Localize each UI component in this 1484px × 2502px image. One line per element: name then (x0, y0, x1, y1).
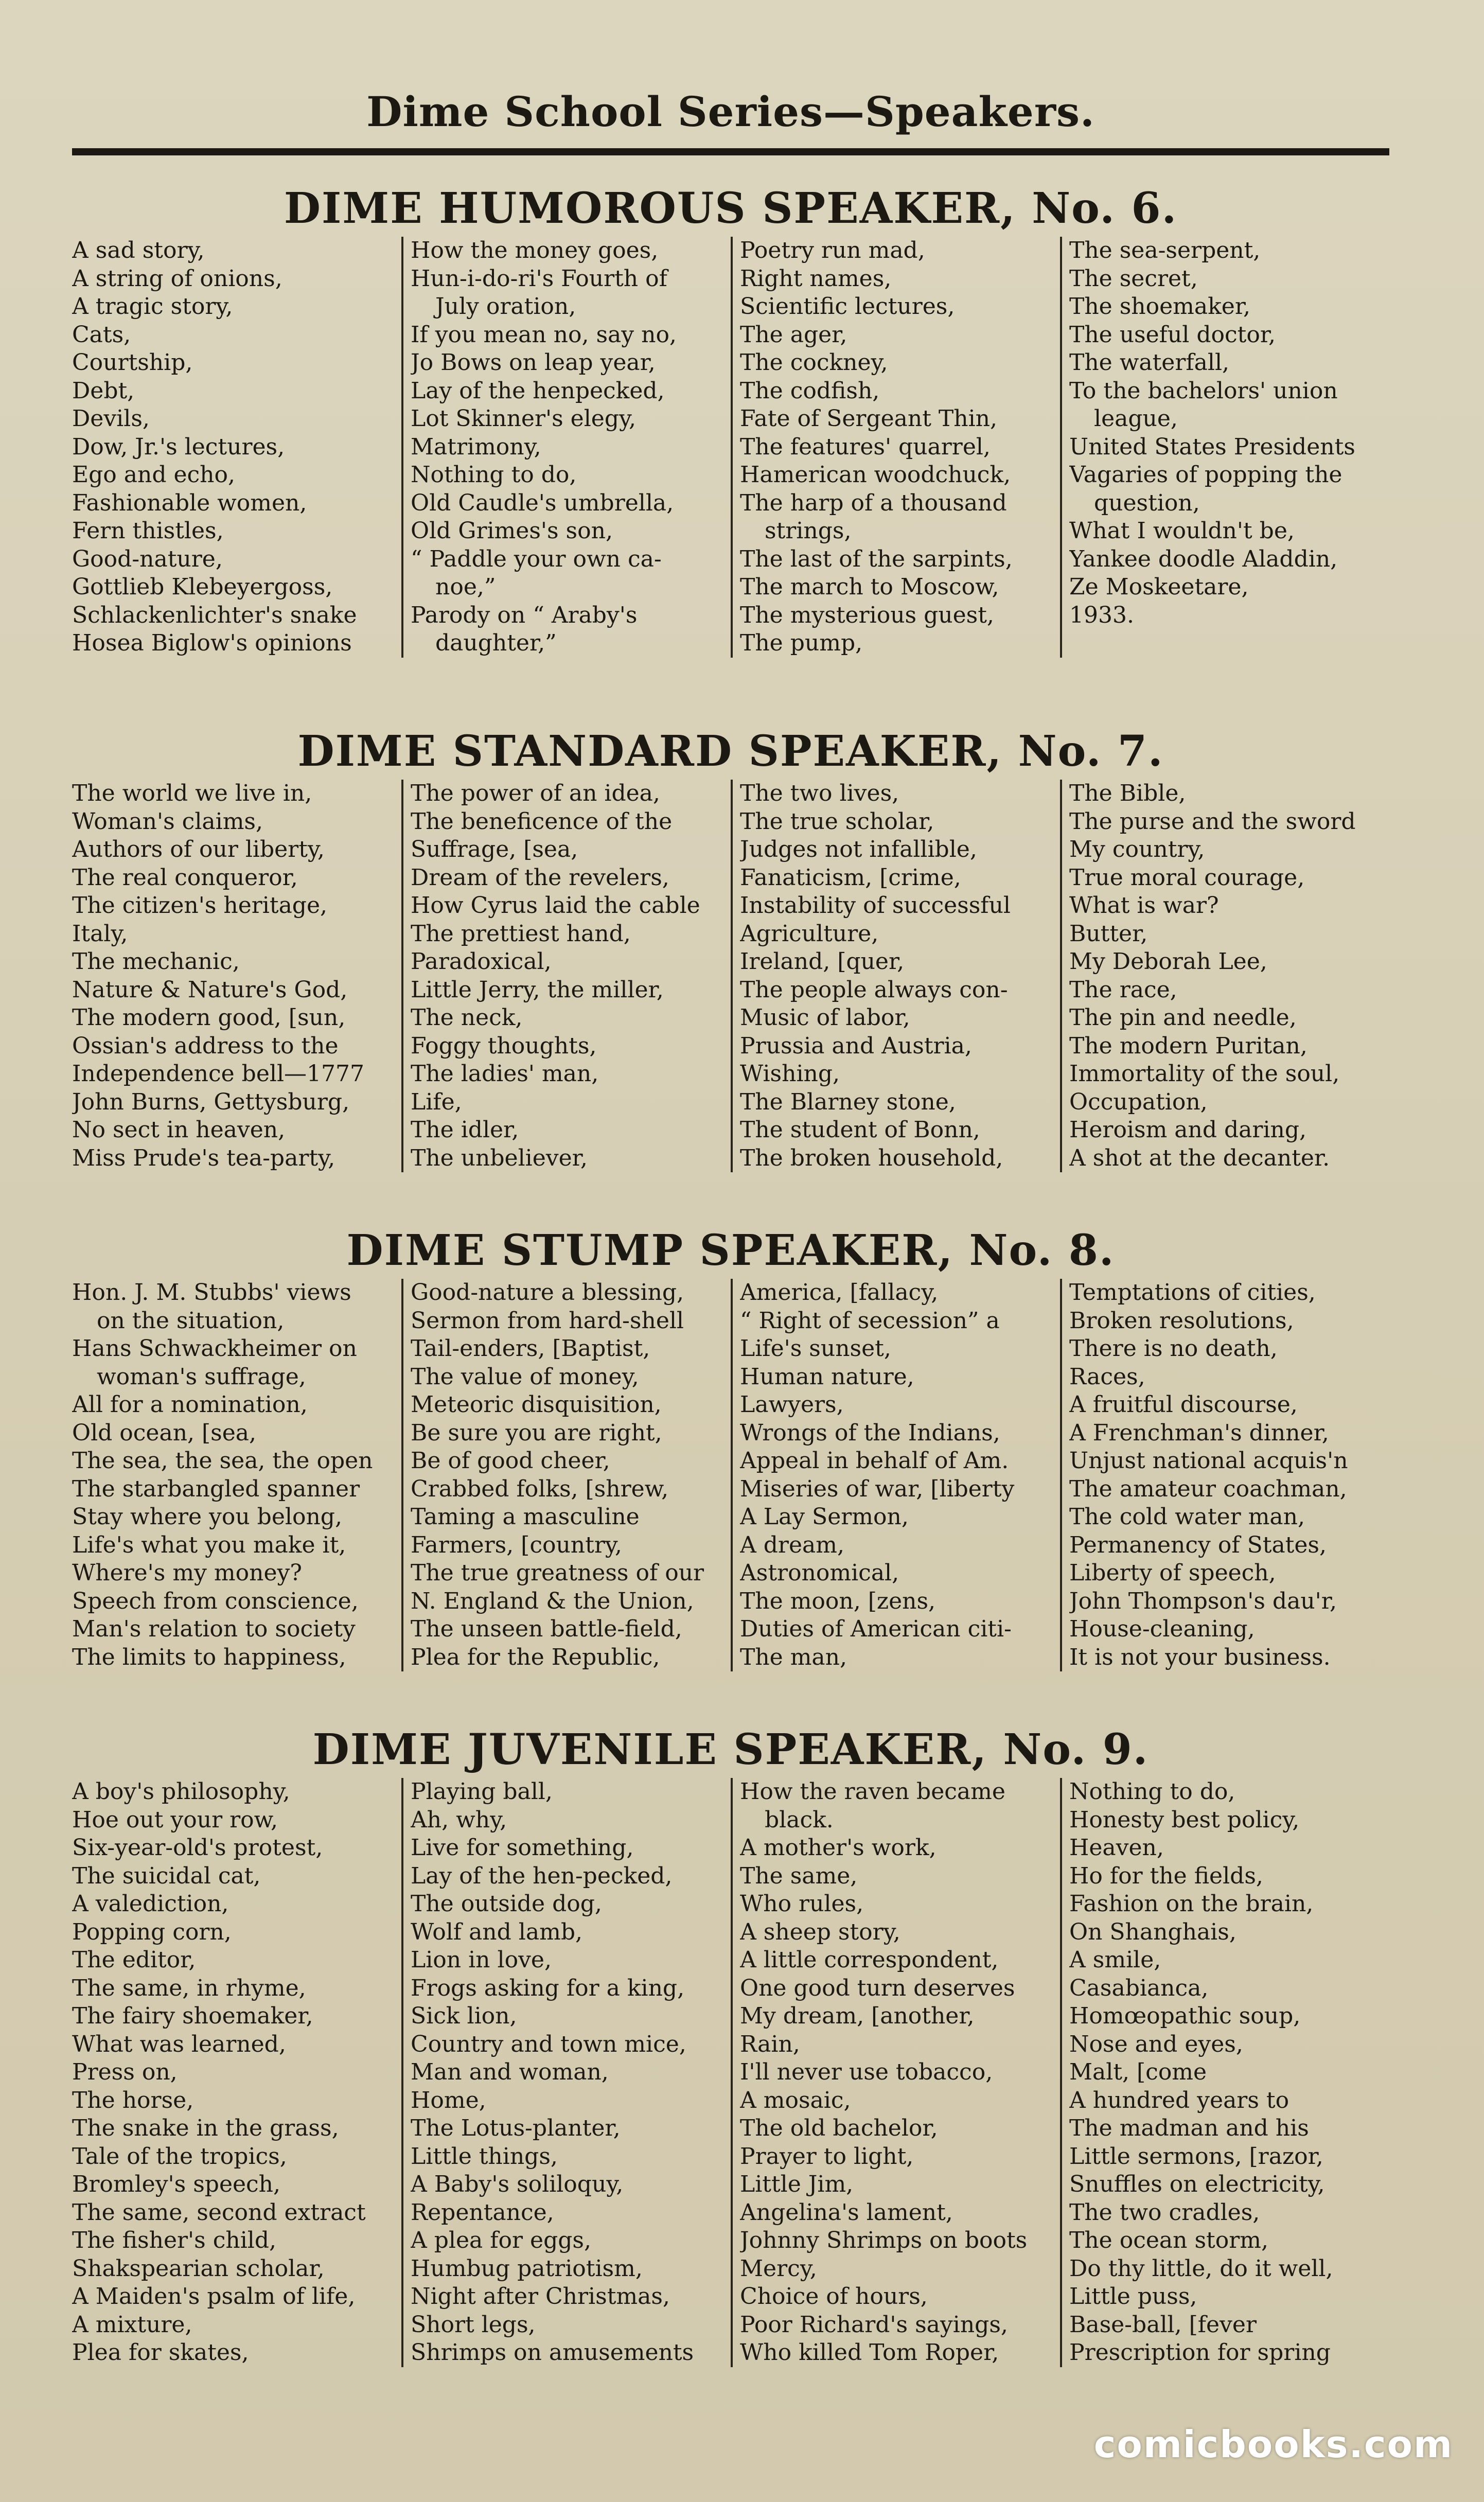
list-item: Matrimony, (411, 433, 541, 460)
list-item: The unseen battle-field, (411, 1616, 682, 1642)
list-item: A dream, (740, 1531, 844, 1558)
list-item: Man and woman, (411, 2059, 609, 2085)
list-item: Nose and eyes, (1069, 2031, 1243, 2057)
list-item: Duties of American citi- (740, 1616, 1012, 1642)
list-item: The useful doctor, (1069, 321, 1276, 348)
list-item: The sea, the sea, the open (72, 1448, 373, 1474)
list-item: Liberty of speech, (1069, 1560, 1276, 1586)
list-item: Devils, (72, 406, 150, 432)
list-item: daughter,” (435, 630, 557, 656)
list-item: A Baby's soliloquy, (411, 2171, 624, 2197)
list-item: The ager, (740, 321, 847, 348)
list-item: Lay of the hen-pecked, (411, 1862, 673, 1889)
list-item: One good turn deserves (740, 1975, 1015, 2001)
column-2 (401, 1279, 731, 1671)
list-item: Be sure you are right, (411, 1419, 662, 1446)
list-item: Farmers, [country, (411, 1531, 622, 1558)
list-item: Hun-i-do-ri's Fourth of (411, 265, 667, 292)
list-item: Prescription for spring (1069, 2339, 1331, 2366)
section-title: DIME HUMOROUS SPEAKER, No. 6. (284, 184, 1178, 233)
list-item: Authors of our liberty, (72, 836, 325, 862)
list-item: Agriculture, (740, 920, 879, 947)
list-item: Be of good cheer, (411, 1448, 610, 1474)
list-item: Hon. J. M. Stubbs' views (72, 1279, 351, 1306)
list-item: Nothing to do, (1069, 1778, 1235, 1805)
list-item: Choice of hours, (740, 2283, 928, 2310)
column-1 (72, 1279, 401, 1671)
list-item: Prussia and Austria, (740, 1032, 972, 1059)
list-item: July oration, (435, 293, 576, 320)
list-item: The Bible, (1069, 780, 1186, 806)
list-item: There is no death, (1069, 1335, 1278, 1362)
list-item: The pump, (740, 630, 863, 656)
list-item: The true greatness of our (411, 1560, 704, 1586)
list-item: John Thompson's dau'r, (1069, 1588, 1337, 1614)
list-item: Country and town mice, (411, 2031, 686, 2057)
list-item: Ego and echo, (72, 462, 235, 488)
list-item: Hamerican woodchuck, (740, 462, 1011, 488)
list-item: Ho for the fields, (1069, 1862, 1263, 1889)
section-standard-speaker (72, 723, 1389, 1172)
list-item: Crabbed folks, [shrew, (411, 1475, 669, 1502)
list-item: A Maiden's psalm of life, (72, 2283, 356, 2310)
list-item: Nothing to do, (411, 462, 577, 488)
list-item: The starbangled spanner (72, 1475, 360, 1502)
list-item: Six-year-old's protest, (72, 1835, 323, 1861)
list-item: Man's relation to society (72, 1616, 356, 1642)
list-item: A Lay Sermon, (740, 1504, 909, 1530)
list-item: Instability of successful (740, 892, 1011, 919)
column-3 (731, 1279, 1060, 1671)
column-3 (731, 780, 1060, 1172)
list-item: Old ocean, [sea, (72, 1419, 257, 1446)
list-item: No sect in heaven, (72, 1117, 286, 1143)
list-item: “ Paddle your own ca- (411, 545, 662, 572)
list-item: Little Jim, (740, 2171, 854, 2197)
list-item: Broken resolutions, (1069, 1307, 1294, 1334)
list-item: The shoemaker, (1069, 293, 1250, 320)
column-2 (401, 1778, 731, 2367)
list-item: The race, (1069, 976, 1177, 1003)
list-item: Lot Skinner's elegy, (411, 406, 636, 432)
list-item: Scientific lectures, (740, 293, 955, 320)
list-item: Lion in love, (411, 1947, 552, 1973)
list-item: Poor Richard's sayings, (740, 2311, 1008, 2338)
section-title: DIME STANDARD SPEAKER, No. 7. (297, 727, 1164, 776)
list-item: The editor, (72, 1947, 196, 1973)
list-item: Courtship, (72, 349, 193, 376)
list-item: The mechanic, (72, 948, 240, 975)
list-item: All for a nomination, (72, 1391, 308, 1418)
list-item: Dream of the revelers, (411, 864, 669, 891)
page-header-title: Dime School Series—Speakers. (366, 87, 1095, 136)
list-item: Ze Moskeetare, (1069, 574, 1249, 600)
column-3 (731, 237, 1060, 658)
list-item: Plea for the Republic, (411, 1644, 660, 1670)
list-item: On Shanghais, (1069, 1918, 1236, 1945)
list-item: What I wouldn't be, (1069, 518, 1295, 544)
list-item: Heaven, (1069, 1835, 1164, 1861)
column-2 (401, 237, 731, 658)
list-item: Unjust national acquis'n (1069, 1448, 1348, 1474)
list-item: The codfish, (740, 377, 880, 404)
list-item: Ah, why, (411, 1806, 507, 1833)
list-item: Speech from conscience, (72, 1588, 359, 1614)
list-item: Little Jerry, the miller, (411, 976, 664, 1003)
list-item: Hoe out your row, (72, 1806, 278, 1833)
list-item: The horse, (72, 2087, 194, 2113)
list-item: A boy's philosophy, (72, 1778, 290, 1805)
list-item: The waterfall, (1069, 349, 1230, 376)
list-item: Where's my money? (72, 1560, 302, 1586)
list-item: Dow, Jr.'s lectures, (72, 433, 285, 460)
list-item: Press on, (72, 2059, 178, 2085)
list-item: The features' quarrel, (740, 433, 991, 460)
list-item: Fashion on the brain, (1069, 1891, 1314, 1917)
list-item: Homœopathic soup, (1069, 2003, 1301, 2029)
list-item: Prayer to light, (740, 2143, 914, 2170)
list-item: Debt, (72, 377, 135, 404)
list-item: The secret, (1069, 265, 1198, 292)
list-item: The prettiest hand, (411, 920, 631, 947)
list-item: How the raven became (740, 1778, 1005, 1805)
list-item: Gottlieb Klebeyergoss, (72, 574, 333, 600)
list-item: Wrongs of the Indians, (740, 1419, 1000, 1446)
list-item: A mixture, (72, 2311, 192, 2338)
list-item: Ossian's address to the (72, 1032, 339, 1059)
list-item: Who rules, (740, 1891, 864, 1917)
list-item: Right names, (740, 265, 892, 292)
list-item: Poetry run mad, (740, 237, 925, 263)
list-item: “ Right of secession” a (740, 1307, 1000, 1334)
list-item: Home, (411, 2087, 486, 2113)
column-1 (72, 1778, 401, 2367)
section-title: DIME STUMP SPEAKER, No. 8. (346, 1226, 1115, 1275)
list-item: The cockney, (740, 349, 888, 376)
list-item: Cats, (72, 321, 131, 348)
list-item: What was learned, (72, 2031, 286, 2057)
list-item: Judges not infallible, (740, 836, 977, 862)
list-item: Music of labor, (740, 1005, 910, 1031)
list-item: Rain, (740, 2031, 800, 2057)
list-item: Wishing, (740, 1061, 840, 1087)
list-item: I'll never use tobacco, (740, 2059, 993, 2085)
section-columns (72, 1778, 1389, 2367)
list-item: Life, (411, 1088, 462, 1115)
list-item: Hosea Biglow's opinions (72, 630, 352, 656)
list-item: Jo Bows on leap year, (411, 349, 656, 376)
list-item: Immortality of the soul, (1069, 1061, 1340, 1087)
list-item: black. (765, 1806, 834, 1833)
list-item: The idler, (411, 1117, 519, 1143)
list-item: Frogs asking for a king, (411, 1975, 685, 2001)
list-item: The modern good, [sun, (72, 1005, 346, 1031)
list-item: My dream, [another, (740, 2003, 975, 2029)
list-item: The modern Puritan, (1069, 1032, 1308, 1059)
list-item: woman's suffrage, (97, 1363, 306, 1390)
list-item: Good-nature a blessing, (411, 1279, 684, 1306)
list-item: It is not your business. (1069, 1644, 1331, 1670)
list-item: Johnny Shrimps on boots (740, 2227, 1028, 2253)
list-item: The value of money, (411, 1363, 639, 1390)
list-item: Fashionable women, (72, 489, 307, 516)
list-item: Base-ball, [fever (1069, 2311, 1257, 2338)
list-item: The fisher's child, (72, 2227, 276, 2253)
list-item: Appeal in behalf of Am. (740, 1448, 1009, 1474)
list-item: Wolf and lamb, (411, 1918, 582, 1945)
list-item: Nature & Nature's God, (72, 976, 348, 1003)
list-item: The pin and needle, (1069, 1005, 1297, 1031)
list-item: Butter, (1069, 920, 1148, 947)
column-4 (1060, 1279, 1389, 1671)
list-item: The same, (740, 1862, 858, 1889)
list-item: Tale of the tropics, (72, 2143, 287, 2170)
section-columns (72, 1279, 1389, 1671)
list-item: Life's what you make it, (72, 1531, 346, 1558)
list-item: Lawyers, (740, 1391, 844, 1418)
list-item: America, [fallacy, (740, 1279, 939, 1306)
list-item: The people always con- (740, 976, 1008, 1003)
list-item: To the bachelors' union (1069, 377, 1338, 404)
list-item: on the situation, (97, 1307, 285, 1334)
list-item: Fern thistles, (72, 518, 224, 544)
list-item: A mosaic, (740, 2087, 851, 2113)
list-item: The two lives, (740, 780, 899, 806)
list-item: Occupation, (1069, 1088, 1208, 1115)
list-item: Vagaries of popping the (1069, 462, 1342, 488)
list-item: The broken household, (740, 1144, 1003, 1171)
list-item: A plea for eggs, (411, 2227, 591, 2253)
list-item: My Deborah Lee, (1069, 948, 1267, 975)
list-item: question, (1094, 489, 1200, 516)
list-item: league, (1094, 406, 1178, 432)
list-item: Live for something, (411, 1835, 634, 1861)
list-item: strings, (765, 518, 852, 544)
list-item: Meteoric disquisition, (411, 1391, 662, 1418)
list-item: Temptations of cities, (1069, 1279, 1316, 1306)
list-item: Playing ball, (411, 1778, 553, 1805)
list-item: The harp of a thousand (740, 489, 1007, 516)
watermark: comicbooks.com (1093, 2423, 1453, 2466)
list-item: A valediction, (72, 1891, 229, 1917)
list-item: Taming a masculine (411, 1504, 640, 1530)
list-item: The citizen's heritage, (72, 892, 327, 919)
list-item: Bromley's speech, (72, 2171, 281, 2197)
list-item: Hans Schwackheimer on (72, 1335, 357, 1362)
list-item: Woman's claims, (72, 808, 263, 835)
list-item: Suffrage, [sea, (411, 836, 578, 862)
list-item: Miss Prude's tea-party, (72, 1144, 335, 1171)
column-1 (72, 237, 401, 658)
list-item: The sea-serpent, (1069, 237, 1261, 263)
list-item: Astronomical, (740, 1560, 899, 1586)
list-item: John Burns, Gettysburg, (72, 1088, 350, 1115)
list-item: The same, second extract (72, 2199, 366, 2226)
list-item: My country, (1069, 836, 1205, 862)
list-item: Good-nature, (72, 545, 223, 572)
list-item: Plea for skates, (72, 2339, 249, 2366)
list-item: Yankee doodle Aladdin, (1069, 545, 1338, 572)
list-item: A fruitful discourse, (1069, 1391, 1298, 1418)
list-item: Angelina's lament, (740, 2199, 953, 2226)
list-item: Humbug patriotism, (411, 2255, 643, 2282)
list-item: Paradoxical, (411, 948, 552, 975)
list-item: Ireland, [quer, (740, 948, 905, 975)
column-4 (1060, 1778, 1389, 2367)
list-item: Stay where you belong, (72, 1504, 342, 1530)
list-item: Malt, [come (1069, 2059, 1207, 2085)
list-item: The Lotus-planter, (411, 2115, 621, 2141)
list-item: The real conqueror, (72, 864, 298, 891)
list-item: A sheep story, (740, 1918, 900, 1945)
list-item: The mysterious guest, (740, 602, 994, 628)
list-item: Night after Christmas, (411, 2283, 670, 2310)
list-item: Old Grimes's son, (411, 518, 613, 544)
list-item: A hundred years to (1069, 2087, 1289, 2113)
list-item: Snuffles on electricity, (1069, 2171, 1325, 2197)
list-item: Fanaticism, [crime, (740, 864, 961, 891)
list-item: The snake in the grass, (72, 2115, 339, 2141)
list-item: Short legs, (411, 2311, 536, 2338)
list-item: Do thy little, do it well, (1069, 2255, 1333, 2282)
list-item: House-cleaning, (1069, 1616, 1255, 1642)
section-juvenile-speaker (72, 1721, 1389, 2367)
column-1 (72, 780, 401, 1172)
list-item: The last of the sarpints, (740, 545, 1013, 572)
list-item: The madman and his (1069, 2115, 1309, 2141)
list-item: The ocean storm, (1069, 2227, 1268, 2253)
list-item: 1933. (1069, 602, 1134, 628)
list-item: Sermon from hard-shell (411, 1307, 684, 1334)
list-item: Little puss, (1069, 2283, 1197, 2310)
list-item: Schlackenlichter's snake (72, 602, 357, 628)
list-item: The neck, (411, 1005, 523, 1031)
list-item: Miseries of war, [liberty (740, 1475, 1015, 1502)
list-item: The power of an idea, (411, 780, 660, 806)
list-item: Sick lion, (411, 2003, 517, 2029)
list-item: If you mean no, say no, (411, 321, 677, 348)
list-item: Human nature, (740, 1363, 914, 1390)
list-item: Life's sunset, (740, 1335, 891, 1362)
list-item: A shot at the decanter. (1069, 1144, 1330, 1171)
section-columns (72, 237, 1389, 658)
list-item: Foggy thoughts, (411, 1032, 597, 1059)
list-item: Shrimps on amusements (411, 2339, 694, 2366)
list-item: True moral courage, (1069, 864, 1305, 891)
list-item: The two cradles, (1069, 2199, 1260, 2226)
list-item: Honesty best policy, (1069, 1806, 1300, 1833)
list-item: A little correspondent, (740, 1947, 999, 1973)
list-item: A smile, (1069, 1947, 1161, 1973)
list-item: The Blarney stone, (740, 1088, 956, 1115)
list-item: Who killed Tom Roper, (740, 2339, 999, 2366)
list-item: Fate of Sergeant Thin, (740, 406, 997, 432)
list-item: A string of onions, (72, 265, 282, 292)
column-4 (1060, 780, 1389, 1172)
section-stump-speaker (72, 1222, 1389, 1671)
list-item: Little sermons, [razor, (1069, 2143, 1323, 2170)
list-item: The same, in rhyme, (72, 1975, 306, 2001)
list-item: Parody on “ Araby's (411, 602, 638, 628)
list-item: The ladies' man, (411, 1061, 599, 1087)
list-item: United States Presidents (1069, 433, 1355, 460)
column-4 (1060, 237, 1389, 658)
list-item: Tail-enders, [Baptist, (411, 1335, 650, 1362)
list-item: How the money goes, (411, 237, 659, 263)
list-item: A tragic story, (72, 293, 233, 320)
list-item: A Frenchman's dinner, (1069, 1419, 1329, 1446)
list-item: The old bachelor, (740, 2115, 938, 2141)
list-item: The beneficence of the (411, 808, 673, 835)
list-item: The suicidal cat, (72, 1862, 261, 1889)
list-item: The student of Bonn, (740, 1117, 980, 1143)
list-item: Permanency of States, (1069, 1531, 1327, 1558)
header-divider (72, 148, 1389, 155)
list-item: noe,” (435, 574, 496, 600)
list-item: Races, (1069, 1363, 1145, 1390)
list-item: The cold water man, (1069, 1504, 1305, 1530)
list-item: Casabianca, (1069, 1975, 1209, 2001)
list-item: The amateur coachman, (1069, 1475, 1347, 1502)
list-item: The march to Moscow, (740, 574, 999, 600)
list-item: Shakspearian scholar, (72, 2255, 325, 2282)
list-item: Little things, (411, 2143, 558, 2170)
list-item: Mercy, (740, 2255, 817, 2282)
list-item: A mother's work, (740, 1835, 937, 1861)
section-humorous-speaker (72, 180, 1389, 658)
list-item: The unbeliever, (411, 1144, 588, 1171)
list-item: How Cyrus laid the cable (411, 892, 700, 919)
section-title: DIME JUVENILE SPEAKER, No. 9. (312, 1725, 1149, 1774)
column-3 (731, 1778, 1060, 2367)
list-item: The man, (740, 1644, 847, 1670)
list-item: Independence bell—1777 (72, 1061, 365, 1087)
list-item: Italy, (72, 920, 128, 947)
list-item: What is war? (1069, 892, 1219, 919)
list-item: Lay of the henpecked, (411, 377, 665, 404)
list-item: Heroism and daring, (1069, 1117, 1307, 1143)
list-item: Popping corn, (72, 1918, 232, 1945)
list-item: The outside dog, (411, 1891, 602, 1917)
list-item: The purse and the sword (1069, 808, 1356, 835)
section-columns (72, 780, 1389, 1172)
list-item: The moon, [zens, (740, 1588, 936, 1614)
list-item: Repentance, (411, 2199, 554, 2226)
list-item: The world we live in, (72, 780, 312, 806)
list-item: N. England & the Union, (411, 1588, 694, 1614)
list-item: Old Caudle's umbrella, (411, 489, 674, 516)
list-item: A sad story, (72, 237, 205, 263)
list-item: The limits to happiness, (72, 1644, 346, 1670)
column-2 (401, 780, 731, 1172)
list-item: The fairy shoemaker, (72, 2003, 313, 2029)
list-item: The true scholar, (740, 808, 934, 835)
